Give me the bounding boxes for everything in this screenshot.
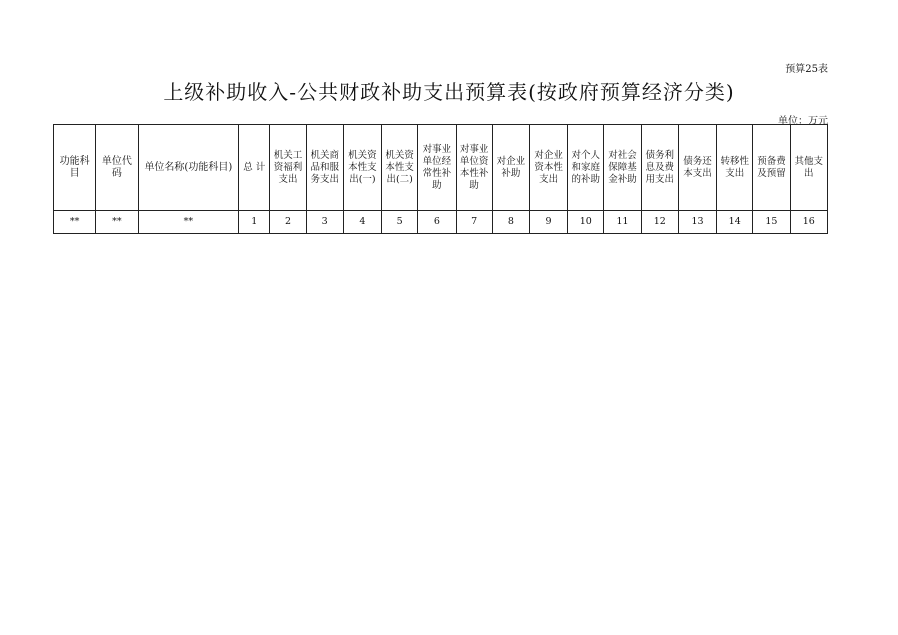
column-header: 转移性支出 bbox=[717, 125, 753, 211]
column-header: 功能科目 bbox=[54, 125, 96, 211]
column-header: 单位名称(功能科目) bbox=[138, 125, 239, 211]
column-header: 债务利息及费用支出 bbox=[641, 125, 678, 211]
column-code: 6 bbox=[418, 211, 456, 234]
column-header: 对企业补助 bbox=[492, 125, 529, 211]
column-code: ** bbox=[54, 211, 96, 234]
form-number: 预算25表 bbox=[785, 64, 828, 75]
column-header: 机关资本性支出(二) bbox=[382, 125, 418, 211]
column-code: 4 bbox=[343, 211, 381, 234]
column-code: 16 bbox=[790, 211, 827, 234]
column-header: 机关商品和服务支出 bbox=[306, 125, 343, 211]
column-header: 债务还本支出 bbox=[678, 125, 716, 211]
column-code: 14 bbox=[717, 211, 753, 234]
column-code: 5 bbox=[382, 211, 418, 234]
column-code: 13 bbox=[678, 211, 716, 234]
column-header: 对事业单位经常性补助 bbox=[418, 125, 456, 211]
column-header: 机关工资福利支出 bbox=[270, 125, 306, 211]
column-code: 3 bbox=[306, 211, 343, 234]
column-header: 总 计 bbox=[239, 125, 270, 211]
column-header: 对事业单位资本性补助 bbox=[456, 125, 492, 211]
column-code: 9 bbox=[529, 211, 567, 234]
column-code: 11 bbox=[604, 211, 641, 234]
column-code: 1 bbox=[239, 211, 270, 234]
column-number-row bbox=[54, 211, 828, 234]
unit-label: 单位：万元 bbox=[778, 116, 828, 127]
column-header: 对社会保障基金补助 bbox=[604, 125, 641, 211]
column-header: 单位代码 bbox=[96, 125, 138, 211]
page-title: 上级补助收入-公共财政补助支出预算表(按政府预算经济分类) bbox=[163, 80, 735, 104]
column-code: 8 bbox=[492, 211, 529, 234]
column-header: 对个人和家庭的补助 bbox=[568, 125, 604, 211]
column-code: 12 bbox=[641, 211, 678, 234]
column-code: 7 bbox=[456, 211, 492, 234]
column-code: ** bbox=[96, 211, 138, 234]
column-header: 对企业资本性支出 bbox=[529, 125, 567, 211]
column-code: 2 bbox=[270, 211, 306, 234]
column-code: ** bbox=[138, 211, 239, 234]
column-header: 其他支出 bbox=[790, 125, 827, 211]
column-code: 10 bbox=[568, 211, 604, 234]
budget-table bbox=[53, 124, 828, 234]
column-code: 15 bbox=[753, 211, 790, 234]
header-row bbox=[54, 125, 828, 211]
column-header: 机关资本性支出(一) bbox=[343, 125, 381, 211]
column-header: 预备费及预留 bbox=[753, 125, 790, 211]
